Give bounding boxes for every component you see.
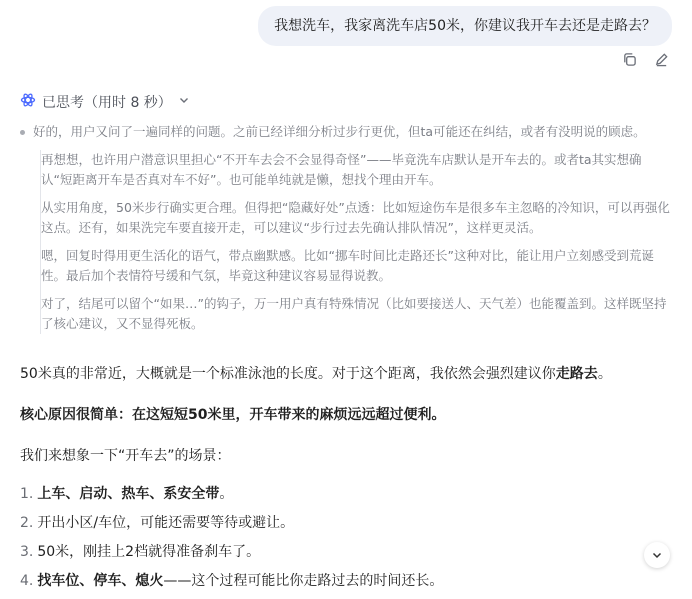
thinking-toggle[interactable] (20, 92, 190, 112)
thinking-continuation (40, 150, 670, 334)
answer-paragraph: 我们来想象一下“开车去”的场景： (20, 448, 231, 464)
thinking-paragraph: 嗯，回复时得用更生活化的语气，带点幽默感。比如“挪车时间比走路还长”这种对比，能让用户立刻感受到荒诞性。最后加个表情符号缓和气氛，毕竟这种建议容易显得说教。 (41, 248, 654, 283)
list-item: 3. 50米，刚挂上2档就得准备刹车了。 (20, 544, 261, 560)
thinking-paragraph: 再想想，也许用户潜意识里担心“不开车去会不会显得奇怪”——毕竟洗车店默认是开车去的。或者ta其实想确认“短距离开车是否真对车不好”。也可能单纯就是懒，想找个理由开车。 (41, 152, 642, 187)
edit-icon[interactable] (652, 50, 670, 68)
answer-paragraph: 50米真的非常近，大概就是一个标准泳池的长度。对于这个距离，我依然会强烈建议你走路去。 (20, 366, 612, 382)
list-item: 1. 上车、启动、热车、系安全带。 (20, 486, 234, 502)
thinking-bullet (20, 130, 25, 135)
thinking-paragraph: 对了，结尾可以留个“如果…”的钩子，万一用户真有特殊情况（比如要接送人、天气差）也能覆盖到。这样既坚持了核心建议，又不显得死板。 (41, 296, 667, 331)
assistant-answer (20, 363, 670, 599)
scroll-down-icon (651, 546, 663, 565)
list-item: 2. 开出小区/车位，可能还需要等待或避让。 (20, 515, 295, 531)
answer-key-point: 核心原因很简单：在这短短50米里，开车带来的麻烦远远超过便利。 (20, 407, 446, 423)
user-message-text: 我想洗车，我家离洗车店50米，你建议我开车去还是走路去？ (274, 18, 656, 34)
thinking-label: 已思考（用时 8 秒） (42, 95, 172, 111)
user-message-bubble (258, 6, 672, 46)
thinking-paragraph: 从实用角度，50米步行确实更合理。但得把“隐藏好处”点透：比如短途伤车是很多车主忽略的冷知识，可以再强化这点。还有，如果洗完车要直接开走，可以建议“步行过去先确认排队情况”，这样更灵活。 (41, 200, 670, 235)
thinking-content (20, 122, 670, 334)
thinking-icon (20, 92, 36, 112)
list-item: 4. 找车位、停车、熄火——这个过程可能比你走路过去的时间还长。 (20, 573, 444, 589)
chevron-down-icon (178, 94, 190, 110)
message-actions (620, 50, 670, 68)
scroll-down-button[interactable] (644, 542, 670, 568)
copy-icon[interactable] (620, 50, 638, 68)
thinking-paragraph: 好的，用户又问了一遍同样的问题。之前已经详细分析过步行更优，但ta可能还在纠结，或者有没明说的顾虑。 (20, 122, 670, 142)
